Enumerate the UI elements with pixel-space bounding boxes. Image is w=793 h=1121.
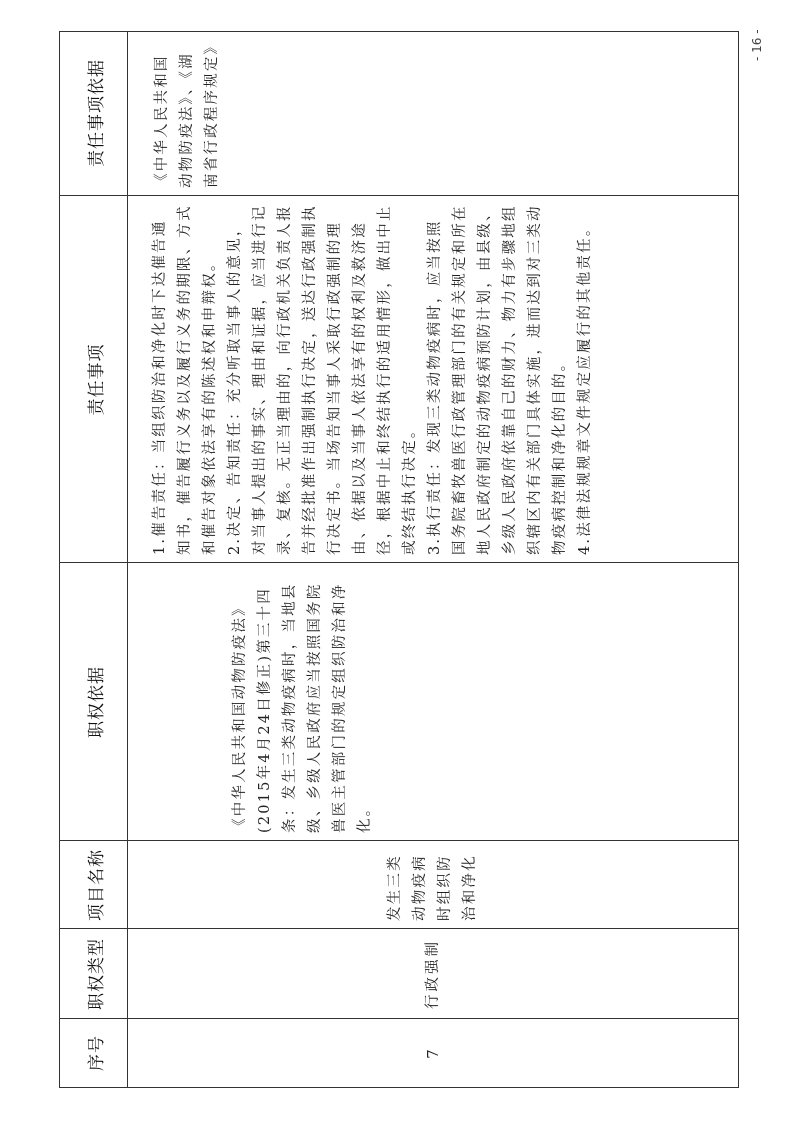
duty-item: 3.执行责任：发现三类动物疫病时，应当按照国务院畜牧兽医行政管理部门的有关规定和所在地人民政府制定的动物疫病预防计划，由县级、乡级人民政府依靠自己的财力、物力有步骤地组织辖区内有关部门具体实施，进而达到对三类动物疫病控制和净化的目的。 <box>427 204 568 555</box>
duty-item: 1.催告责任：当组织防治和净化时下达催告通知书，催告履行义务以及履行义务的期限、方式和催告对象依法享有的陈述权和申辩权。 <box>152 204 218 555</box>
duty-item: 4.法律法规规章文件规定应履行的其他责任。 <box>577 219 593 555</box>
duty-table <box>59 31 739 1088</box>
header-duty: 责任事项 <box>86 343 107 416</box>
cell-basis: 《中华人民共和国动物防疫法》(2015年4月24日修正)第三十四条：发生三类动物疫病时，当地县级、乡级人民政府应当按照国务院兽医主管部门的规定组织防治和净化。 <box>232 582 373 833</box>
header-name: 项目名称 <box>86 849 107 921</box>
cell-name: 发生三类动物疫病时组织防治和净化 <box>387 854 478 921</box>
header-basis: 职权依据 <box>86 666 107 738</box>
cell-duty-basis: 《中华人民共和国动物防疫法》、《湖南省行政程序规定》 <box>154 37 220 188</box>
header-duty-basis: 责任事项依据 <box>86 59 107 167</box>
header-seq: 序号 <box>86 1035 107 1071</box>
cell-seq: 7 <box>423 1047 442 1059</box>
page-number: - 16 - <box>750 29 764 61</box>
duty-item: 2.决定、告知责任：充分听取当事人的意见，对当事人提出的事实、理由和证据，应当进行记录、复核。无正当理由的，向行政机关负责人报告并经批准作出强制执行决定，送达行政强制执行决定书。当场告知当事人采取行政强制的理由、依据以及当事人依法享有的权利及救济途径，根据中止和终结执行的适用情形，做出中止或终结执行决定。 <box>227 204 418 555</box>
header-type: 职权类型 <box>86 938 107 1010</box>
cell-type: 行政强制 <box>424 939 441 1009</box>
cell-duty <box>128 196 738 563</box>
